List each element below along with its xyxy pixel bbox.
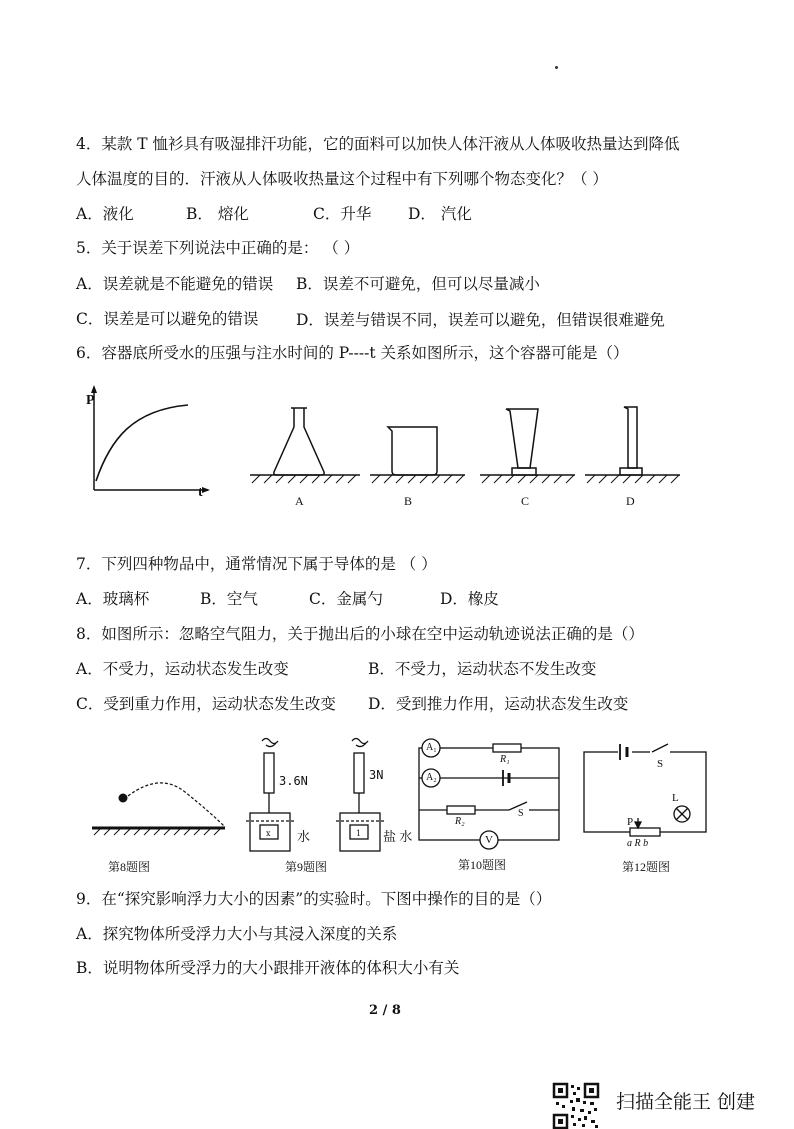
lamp-l-label: L	[672, 792, 679, 804]
figure-8-caption: 第8题图	[108, 860, 151, 874]
q4-stem-line2: 人体温度的目的．汗液从人体吸收热量这个过程中有下列哪个物态变化？（ ）	[76, 170, 608, 188]
container-label-a: A	[295, 494, 304, 508]
q7-stem: 7．下列四种物品中，通常情况下属于导体的是 （ ）	[76, 555, 437, 573]
graph-p-label: P	[86, 393, 95, 408]
ammeter-a2: A₂	[426, 772, 437, 783]
rheostat-arb-label: a R b	[627, 838, 649, 849]
q4-option-c: C．升华	[313, 205, 372, 223]
switch-s: S	[518, 808, 524, 819]
page-number: 2 / 8	[369, 1003, 401, 1018]
q9-option-a: A．探究物体所受浮力大小与其浸入深度的关系	[76, 925, 398, 943]
resistor-r2: R₂	[455, 816, 465, 827]
q4-stem-line1: 4．某款 T 恤衫具有吸湿排汗功能，它的面料可以加快人体汗液从人体吸收热量达到降低	[76, 135, 680, 153]
q7-option-a: A．玻璃杯	[76, 590, 150, 608]
graph-t-label: t	[198, 485, 203, 500]
q7-option-c: C．金属勺	[309, 590, 383, 608]
voltmeter-v: V	[485, 834, 493, 846]
q8-option-d: D．受到推力作用，运动状态发生改变	[368, 695, 629, 713]
container-label-c: C	[521, 494, 530, 508]
q9-option-b: B．说明物体所受浮力的大小跟排开液体的体积大小有关	[76, 959, 460, 977]
speck	[555, 66, 558, 69]
figure-10-caption: 第10题图	[458, 858, 507, 872]
q8-option-b: B．不受力，运动状态不发生改变	[368, 660, 597, 678]
q8-option-c: C．受到重力作用，运动状态发生改变	[76, 695, 336, 713]
q4-option-a: A．液化	[76, 205, 134, 223]
q5-option-d: D．误差与错误不同，误差可以避免，但错误很难避免	[296, 311, 665, 329]
salt-water-label: 盐 水	[383, 829, 413, 844]
spring-reading-1: 3.6N	[279, 774, 308, 788]
q6-stem: 6．容器底所受水的压强与注水时间的 P----t 关系如图所示，这个容器可能是（）	[76, 344, 629, 362]
figure-9-caption: 第9题图	[285, 860, 328, 874]
figure-12-caption: 第12题图	[622, 860, 671, 874]
svg-text:1: 1	[356, 829, 362, 838]
q4-option-d: D． 汽化	[408, 205, 472, 223]
q5-stem: 5．关于误差下列说法中正确的是： （ ）	[76, 239, 360, 257]
figure-12-circuit	[580, 740, 715, 845]
q8-stem: 8．如图所示：忽略空气阻力，关于抛出后的小球在空中运动轨迹说法正确的是（）	[76, 625, 644, 643]
q7-option-d: D．橡皮	[440, 590, 499, 608]
q7-option-b: B．空气	[200, 590, 258, 608]
figure-8-projectile	[90, 770, 230, 840]
q5-option-a: A．误差就是不能避免的错误	[76, 275, 274, 293]
slider-p-label: P	[627, 816, 634, 828]
q9-stem: 9．在“探究影响浮力大小的因素”的实验时。下图中操作的目的是（）	[76, 890, 552, 908]
q5-option-c: C．误差是可以避免的错误	[76, 310, 259, 328]
q8-option-a: A．不受力，运动状态发生改变	[76, 660, 289, 678]
water-label: 水	[297, 829, 311, 844]
q5-option-b: B．误差不可避免，但可以尽量减小	[296, 275, 540, 293]
container-label-b: B	[404, 494, 413, 508]
qr-code-icon	[553, 1083, 599, 1129]
pressure-time-graph	[80, 385, 210, 500]
ammeter-a1: A₁	[426, 742, 437, 753]
resistor-r1: R₁	[500, 754, 510, 765]
scanner-watermark: 扫描全能王 创建	[616, 1091, 756, 1113]
q4-option-b: B． 熔化	[186, 205, 249, 223]
container-figures	[240, 405, 680, 490]
switch-s-label: S	[657, 758, 664, 770]
spring-reading-2: 3N	[369, 768, 384, 782]
container-label-d: D	[626, 494, 635, 508]
svg-text:x: x	[266, 829, 271, 838]
